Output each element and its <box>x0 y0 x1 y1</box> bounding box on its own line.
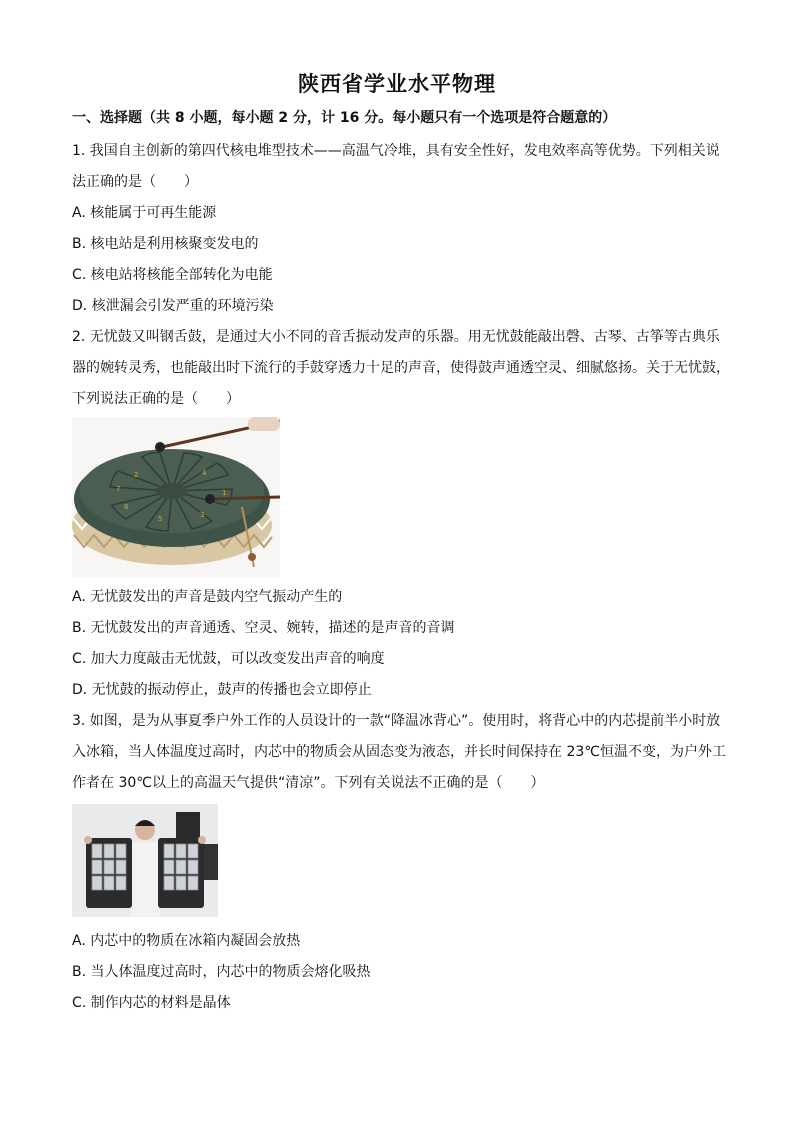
q2-stem-line-3: 下列说法正确的是（ ） <box>72 391 240 407</box>
q1-option-a: A. 核能属于可再生能源 <box>72 205 217 221</box>
q2-stem-line-1: 2. 无忧鼓又叫钢舌鼓，是通过大小不同的音舌振动发声的乐器。用无忧鼓能敲出磬、古琴、古筝等古典乐 <box>72 329 720 345</box>
q3-option-b: B. 当人体温度过高时，内芯中的物质会熔化吸热 <box>72 964 371 980</box>
q3-stem-line-3: 作者在 30℃以上的高温天气提供“清凉”。下列有关说法不正确的是（ ） <box>72 775 545 791</box>
page-title: 陕西省学业水平物理 <box>298 71 496 96</box>
q3-stem-line-1: 3. 如图，是为从事夏季户外工作的人员设计的一款“降温冰背心”。使用时，将背心中的内芯提前半小时放 <box>72 713 721 729</box>
svg-text:4: 4 <box>202 469 207 477</box>
steel-tongue-drum-photo <box>72 417 280 577</box>
q1-option-d: D. 核泄漏会引发严重的环境污染 <box>72 298 274 314</box>
svg-text:6: 6 <box>124 503 129 511</box>
section-heading: 一、选择题（共 8 小题，每小题 2 分，计 16 分。每小题只有一个选项是符合题意的） <box>72 110 617 126</box>
q2-option-b: B. 无忧鼓发出的声音通透、空灵、婉转，描述的是声音的音调 <box>72 620 455 636</box>
svg-text:5: 5 <box>158 515 163 523</box>
q1-option-b: B. 核电站是利用核聚变发电的 <box>72 236 259 252</box>
q2-option-c: C. 加大力度敲击无忧鼓，可以改变发出声音的响度 <box>72 651 385 667</box>
q2-option-a: A. 无忧鼓发出的声音是鼓内空气振动产生的 <box>72 589 343 605</box>
q1-stem-line-1: 1. 我国自主创新的第四代核电堆型技术——高温气冷堆，具有安全性好，发电效率高等优势。下列相关说 <box>72 143 720 159</box>
svg-text:1: 1 <box>222 489 227 497</box>
q3-option-c: C. 制作内芯的材料是晶体 <box>72 995 231 1011</box>
q2-stem-line-2: 器的婉转灵秀，也能敲出时下流行的手鼓穿透力十足的声音，使得鼓声通透空灵、细腻悠扬。关于无忧鼓， <box>72 360 730 376</box>
q2-option-d: D. 无忧鼓的振动停止，鼓声的传播也会立即停止 <box>72 682 372 698</box>
q3-stem-line-2: 入冰箱，当人体温度过高时，内芯中的物质会从固态变为液态，并长时间保持在 23℃恒温不变，为户外工 <box>72 744 726 760</box>
q3-option-a: A. 内芯中的物质在冰箱内凝固会放热 <box>72 933 301 949</box>
q1-stem-line-2: 法正确的是（ ） <box>72 174 198 190</box>
svg-text:2: 2 <box>134 471 139 479</box>
q1-option-c: C. 核电站将核能全部转化为电能 <box>72 267 273 283</box>
svg-text:7: 7 <box>116 485 121 493</box>
svg-text:3: 3 <box>200 511 205 519</box>
cooling-ice-vest-photo <box>72 804 218 917</box>
